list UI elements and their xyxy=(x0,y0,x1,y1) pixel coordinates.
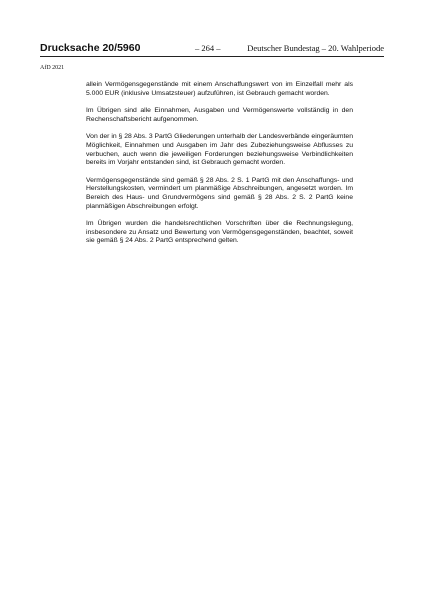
legislative-period: Deutscher Bundestag – 20. Wahlperiode xyxy=(247,43,384,53)
page-number: – 264 – xyxy=(195,43,221,53)
body-text xyxy=(86,81,353,255)
paragraph: Im Übrigen sind alle Einnahmen, Ausgaben und Vermögenswerte vollständig in den Rechenschaftsbericht aufgenommen. xyxy=(86,107,353,123)
document-id xyxy=(40,42,140,54)
document-number: 5960 xyxy=(117,42,141,54)
paragraph: Vermögensgegenstände sind gemäß § 28 Abs. 2 S. 1 PartG mit den Anschaffungs- und Herstellungskosten, vermindert um planmäßige Abschreibungen, angesetzt worden. Im Bereich des Haus- und Grundvermögens sind gemäß § 28 Abs. 2 S. 2 PartG keine planmäßigen Abschreibungen erfolgt. xyxy=(86,176,353,210)
paragraph: Von der in § 28 Abs. 3 PartG Gliederungen unterhalb der Landesverbände eingeräumten Möglichkeit, Einnahmen und Ausgaben im Jahr des Zubeziehungsweise Abflusses zu verbuchen, auch wenn die jeweiligen Forderungen beziehungsweise Verbindlichkeiten bereits im Vorjahr entstanden sind, ist Gebrauch gemacht worden. xyxy=(86,133,353,167)
document-id-prefix: Drucksache 20/ xyxy=(40,42,118,54)
party-label: AfD 2021 xyxy=(40,65,65,71)
page-header xyxy=(40,42,384,57)
paragraph: Im Übrigen wurden die handelsrechtlichen Vorschriften über die Rechnungslegung, insbesondere zu Ansatz und Bewertung von Vermögensgegenständen, beachtet, soweit sie gemäß § 24 Abs. 2 PartG entsprechend gelten. xyxy=(86,220,353,245)
paragraph: allein Vermögensgegenstände mit einem Anschaffungswert von im Einzelfall mehr als 5.000 EUR (inklusive Umsatzsteuer) aufzuführen, ist Gebrauch gemacht worden. xyxy=(86,81,353,97)
